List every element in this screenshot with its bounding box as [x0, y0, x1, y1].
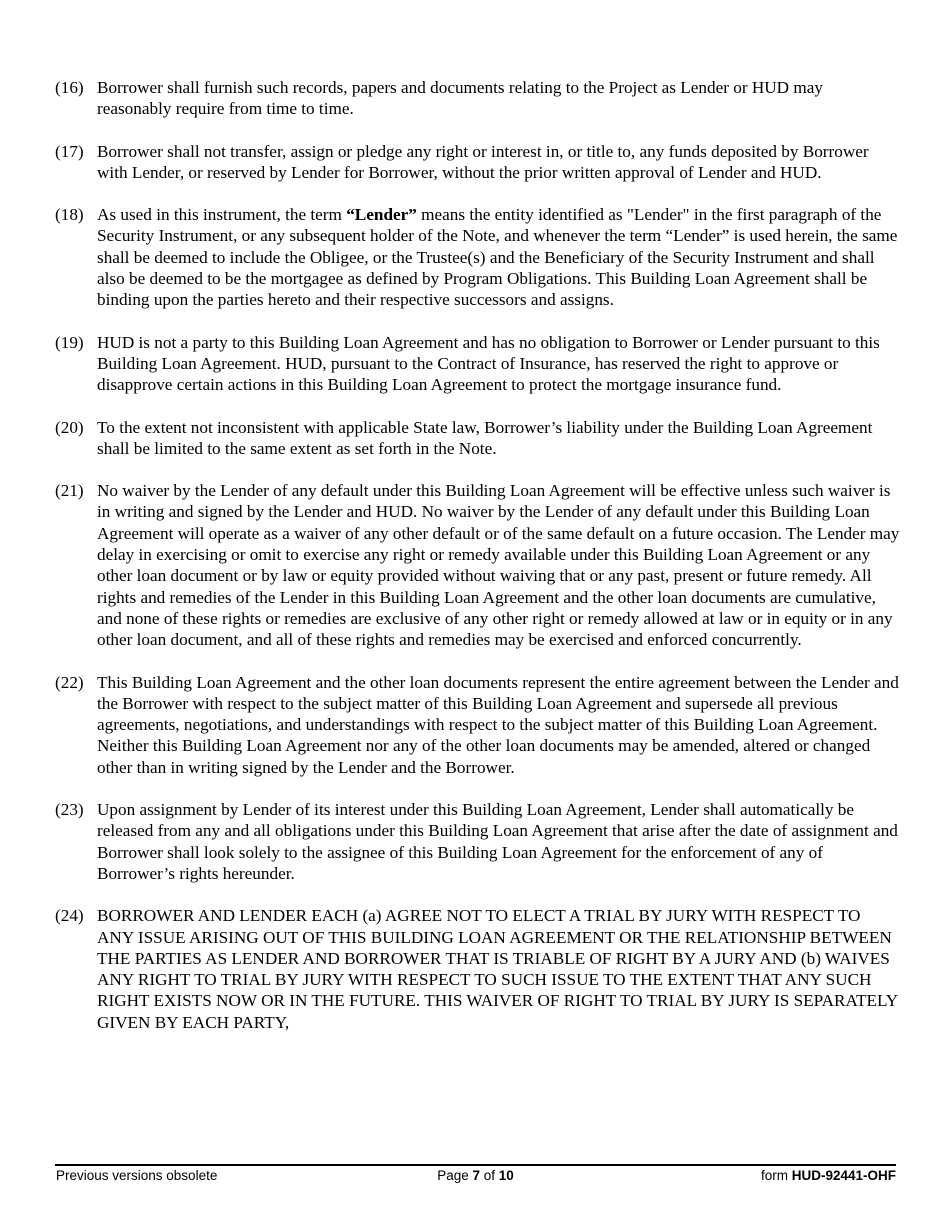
- page-footer: [55, 1167, 896, 1185]
- clause-text-before: As used in this instrument, the term: [97, 205, 347, 225]
- form-prefix: form: [760, 1168, 792, 1183]
- clause-text: Borrower shall furnish such records, papers and documents relating to the Project as Lender or HUD may reasonably require from time to time.: [97, 78, 823, 119]
- clause-21: [55, 480, 900, 650]
- clause-text: BORROWER AND LENDER EACH (a) AGREE NOT TO ELECT A TRIAL BY JURY WITH RESPECT TO ANY ISSUE ARISING OUT OF THIS BUILDING LOAN AGREEMENT OR THE RELATIONSHIP BETWEEN THE PARTIES AS LENDER AND BORROWER THAT IS TRIABLE OF RIGHT BY A JURY AND (b) WAIVES ANY RIGHT TO TRIAL BY JURY WITH RESPECT TO SUCH ISSUE TO THE EXTENT THAT ANY SUCH RIGHT EXISTS NOW OR IN THE FUTURE. THIS WAIVER OF RIGHT TO TRIAL BY JURY IS SEPARATELY GIVEN BY EACH PARTY,: [97, 906, 898, 1032]
- clause-text: This Building Loan Agreement and the other loan documents represent the entire agreement between the Lender and the Borrower with respect to the subject matter of this Building Loan Agreement and supersede all previous agreements, negotiations, and understandings with respect to the subject matter of this Building Loan Agreement. Neither this Building Loan Agreement nor any of the other loan documents may be amended, altered or changed other than in writing signed by the Lender and the Borrower.: [97, 672, 899, 777]
- clause-text: [97, 204, 900, 310]
- clause-number: (21): [55, 481, 84, 501]
- clause-24: [55, 905, 900, 1033]
- clause-list: [55, 77, 900, 1054]
- footer-versions-note: Previous versions obsolete: [56, 1168, 218, 1183]
- clause-20: [55, 417, 900, 460]
- clause-number: (18): [55, 205, 84, 225]
- clause-17: [55, 141, 900, 184]
- clause-22: [55, 672, 900, 778]
- clause-number: (20): [55, 417, 84, 437]
- clause-text-after: means the entity identified as "Lender" in the first paragraph of the Security Instrument, or any subsequent holder of the Note, and whenever the term “Lender” is used herein, the same shall be deemed to include the Obligee, or the Trustee(s) and the Beneficiary of the Security Instrument and shall also be deemed to be the mortgagee as defined by Program Obligations. This Building Loan Agreement shall be binding upon the parties hereto and their respective successors and assigns.: [97, 205, 898, 310]
- clause-19: [55, 332, 900, 396]
- page-prefix: Page: [437, 1168, 473, 1183]
- clause-text: To the extent not inconsistent with applicable State law, Borrower’s liability under the Building Loan Agreement shall be limited to the same extent as set forth in the Note.: [97, 417, 873, 458]
- clause-number: (17): [55, 141, 84, 161]
- clause-16: [55, 77, 900, 120]
- footer-divider: [55, 1164, 896, 1166]
- clause-text: HUD is not a party to this Building Loan Agreement and has no obligation to Borrower or Lender pursuant to this Building Loan Agreement. HUD, pursuant to the Contract of Insurance, has reserved the right to approve or disapprove certain actions in this Building Loan Agreement to protect the mortgage insurance fund.: [97, 332, 880, 395]
- clause-text: No waiver by the Lender of any default under this Building Loan Agreement will be effective unless such waiver is in writing and signed by the Lender and HUD. No waiver by the Lender of any default under this Building Loan Agreement will operate as a waiver of any other default or of the same default on a future occasion. The Lender may delay in exercising or omit to exercise any right or remedy available under this Building Loan Agreement or any other loan document or by law or equity provided without waiving that or any past, present or future remedy. All rights and remedies of the Lender in this Building Loan Agreement and the other loan documents are cumulative, and none of these rights or remedies are exclusive of any other right or remedy allowed at law or in equity or in any other loan document, and all of these rights and remedies may be exercised and enforced concurrently.: [97, 481, 900, 650]
- form-id: HUD-92441-OHF: [791, 1168, 896, 1183]
- clause-18: [55, 204, 900, 310]
- page-total: 10: [498, 1168, 514, 1183]
- page-of: of: [480, 1168, 499, 1183]
- clause-number: (16): [55, 78, 84, 97]
- clause-number: (24): [55, 906, 84, 926]
- clause-number: (19): [55, 332, 84, 352]
- clause-number: (22): [55, 672, 84, 692]
- page-current: 7: [472, 1168, 480, 1183]
- clause-number: (23): [55, 800, 84, 820]
- clause-23: [55, 799, 900, 884]
- clause-text: Borrower shall not transfer, assign or pledge any right or interest in, or title to, any funds deposited by Borrower with Lender, or reserved by Lender for Borrower, without the prior written approval of Lender and HUD.: [97, 141, 869, 182]
- defined-term-lender: “Lender”: [346, 205, 417, 225]
- clause-text: Upon assignment by Lender of its interest under this Building Loan Agreement, Lender shall automatically be released from any and all obligations under this Building Loan Agreement that arise after the date of assignment and Borrower shall look solely to the assignee of this Building Loan Agreement for the enforcement of any of Borrower’s rights hereunder.: [97, 800, 898, 883]
- form-number: [761, 1167, 896, 1185]
